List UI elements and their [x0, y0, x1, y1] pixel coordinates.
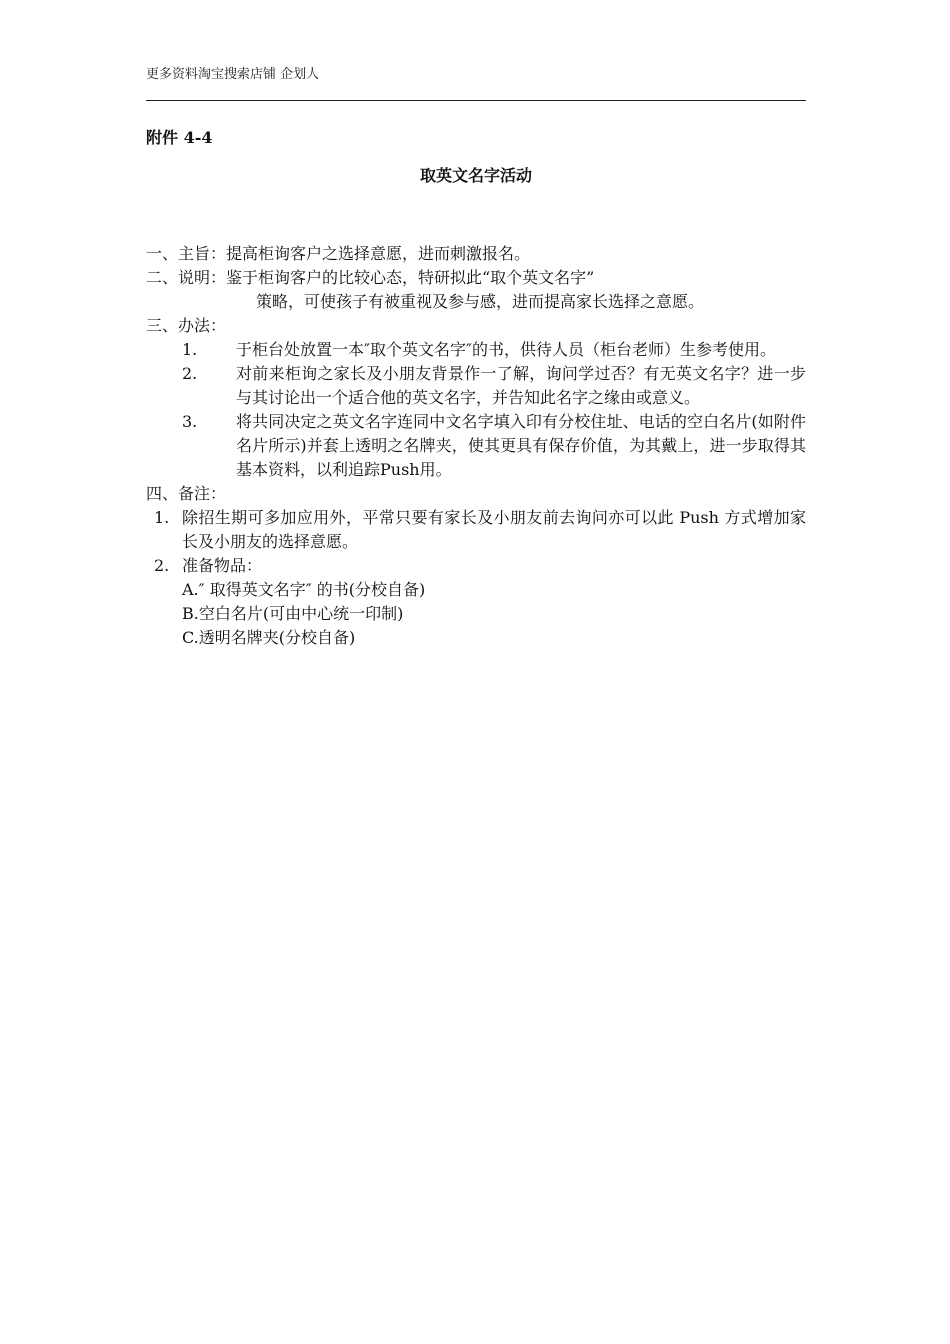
supply-item: A.″ 取得英文名字″ 的书(分校自备): [182, 580, 426, 599]
note-item-text: 准备物品：: [182, 556, 263, 575]
document-title: 取英文名字活动: [419, 166, 532, 185]
page-header-text: 更多资料淘宝搜索店铺 企划人: [146, 67, 320, 82]
method-item-number: 1.: [182, 340, 198, 359]
header-divider: [146, 100, 806, 101]
method-item: [146, 410, 806, 482]
section-explanation: 二、说明：鉴于柜询客户的比较心态，特研拟此“取个英文名字”: [146, 268, 595, 287]
supply-item: C.透明名牌夹(分校自备): [182, 628, 356, 647]
method-item-number: 2.: [182, 364, 198, 383]
note-item-number: 2.: [154, 556, 170, 575]
method-item-number: 3.: [182, 412, 198, 431]
supply-item: B.空白名片(可由中心统一印制): [182, 604, 404, 623]
attachment-label: 附件 4-4: [146, 128, 213, 147]
method-item-text: 对前来柜询之家长及小朋友背景作一了解，询问学过否？有无英文名字？进一步与其讨论出一个适合他的英文名字，并告知此名字之缘由或意义。: [236, 364, 806, 407]
section-method-heading: 三、办法：: [146, 316, 227, 335]
section-purpose: 一、主旨：提高柜询客户之选择意愿，进而刺激报名。: [146, 244, 531, 263]
section-notes-heading: 四、备注：: [146, 484, 227, 503]
method-item: [146, 362, 806, 410]
method-item-text: 于柜台处放置一本″取个英文名字″的书，供待人员（柜台老师）生参考使用。: [236, 340, 776, 359]
note-item-number: 1.: [154, 508, 170, 527]
note-item: [146, 554, 806, 578]
document-body: [146, 242, 806, 650]
section-explanation-continued: 策略，可使孩子有被重视及参与感，进而提高家长选择之意愿。: [256, 292, 705, 311]
method-item: [146, 338, 806, 362]
note-item: [146, 506, 806, 554]
method-item-text: 将共同决定之英文名字连同中文名字填入印有分校住址、电话的空白名片(如附件名片所示)并套上透明之名牌夹，使其更具有保存价值，为其戴上，进一步取得其基本资料，以利追踪Push用。: [236, 412, 806, 479]
supplies-list: [146, 578, 806, 650]
note-item-text: 除招生期可多加应用外，平常只要有家长及小朋友前去询问亦可以此 Push 方式增加家长及小朋友的选择意愿。: [182, 508, 806, 551]
